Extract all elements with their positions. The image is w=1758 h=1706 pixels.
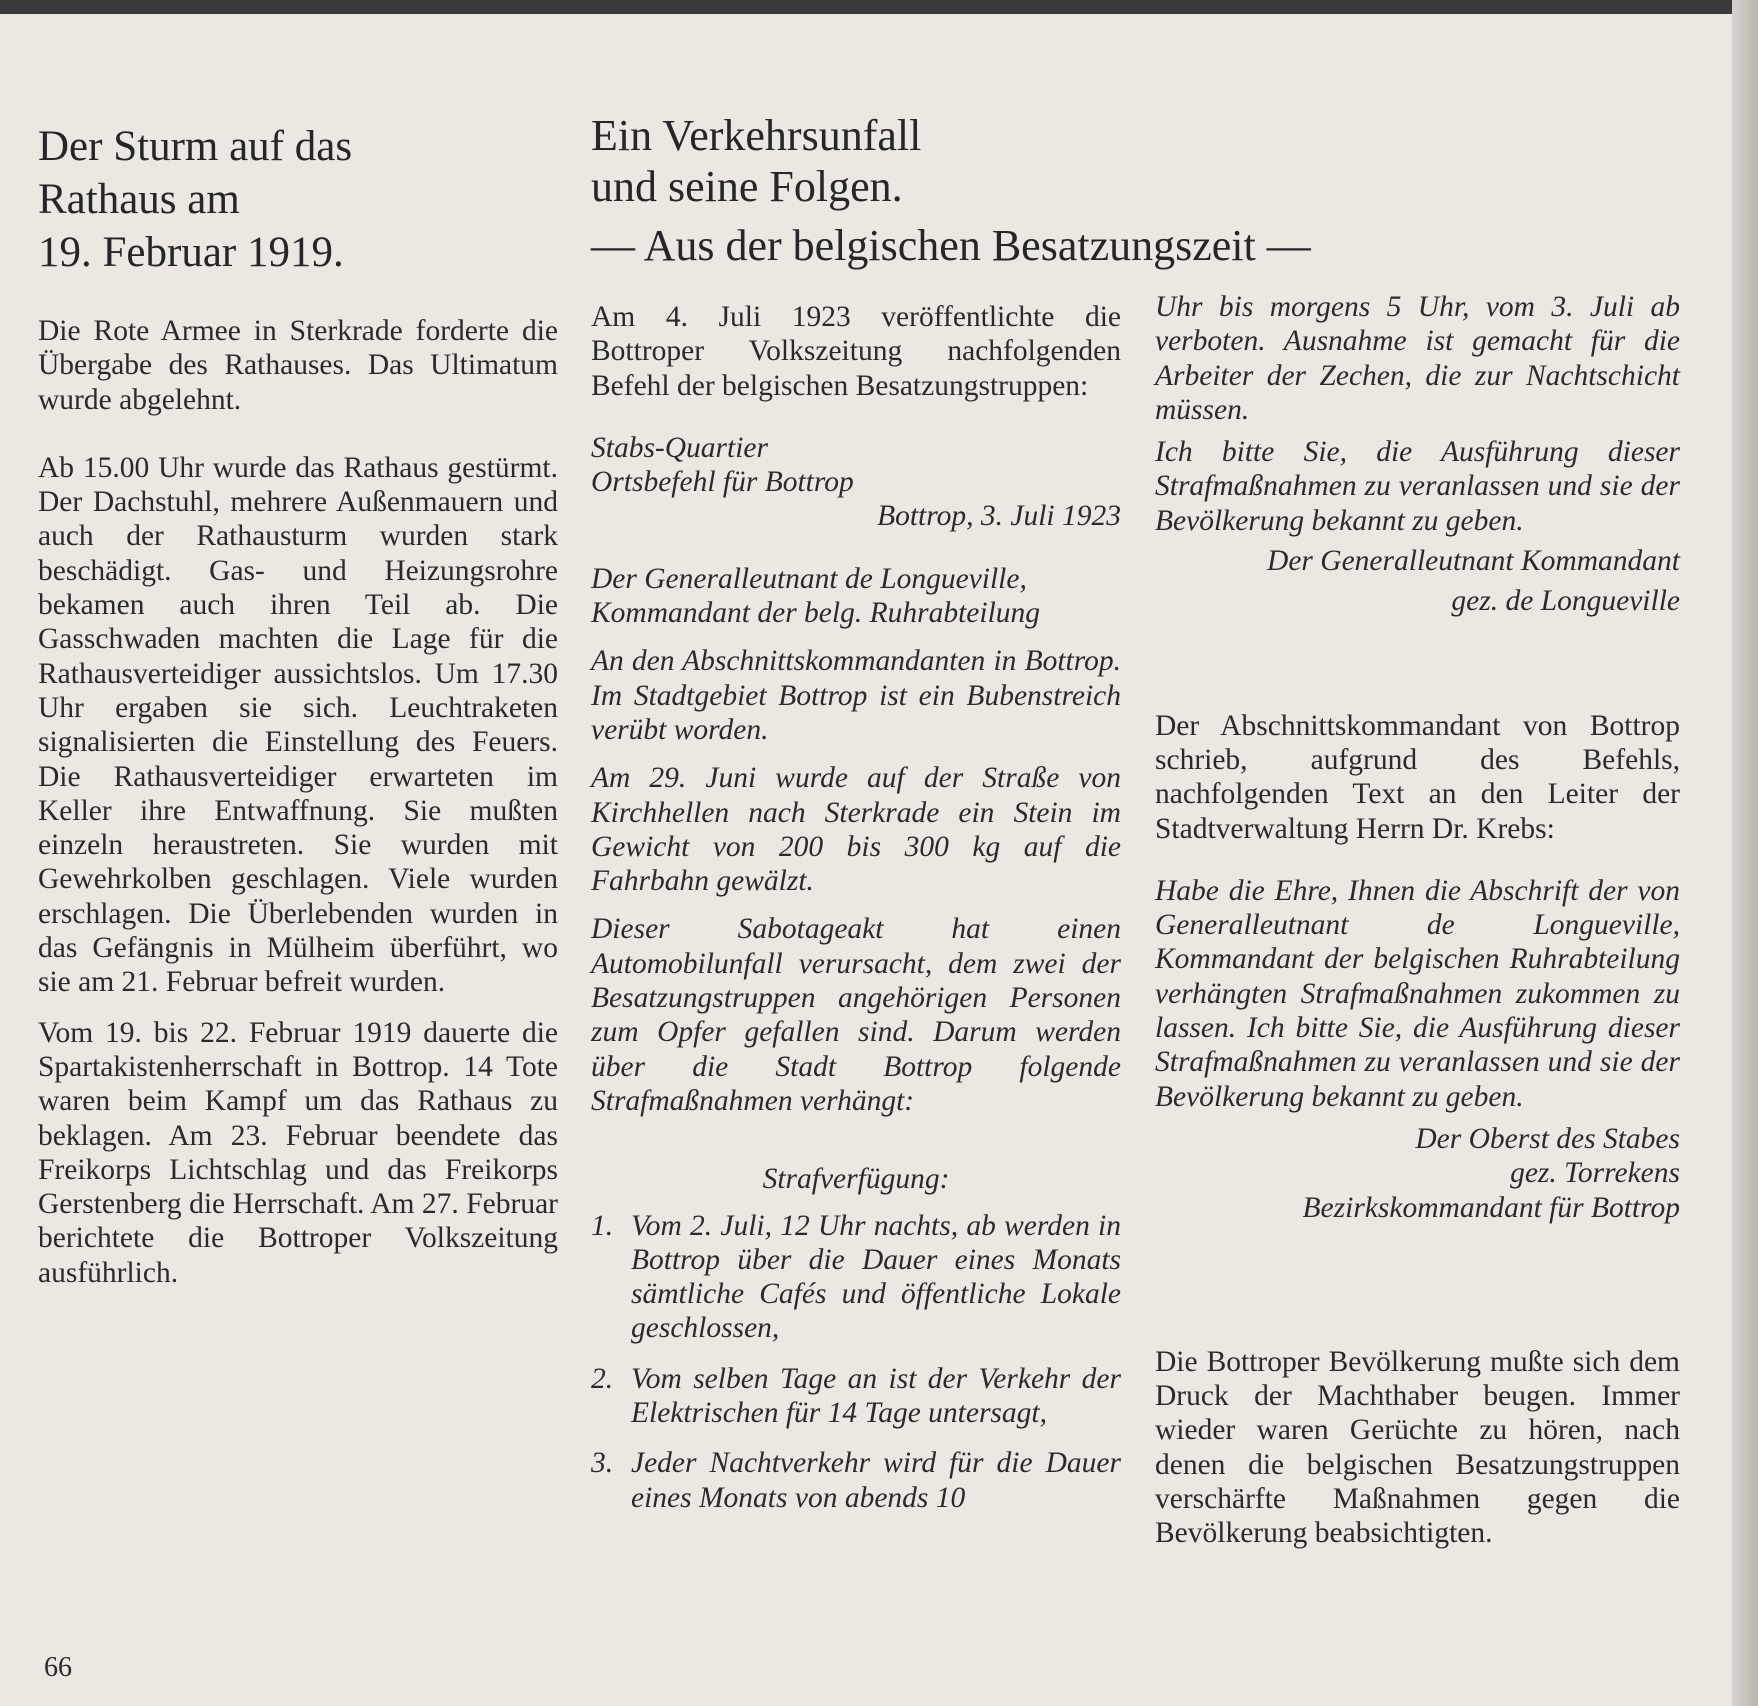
order-sender	[591, 562, 1121, 631]
penalty-item	[591, 1362, 1121, 1431]
penalty-list	[591, 1209, 1121, 1515]
order-sender-line: Kommandant der belg. Ruhrabteilung	[591, 597, 1041, 630]
article-storm-on-town-hall	[38, 120, 558, 1308]
order-header-line: Ortsbefehl für Bottrop	[591, 466, 854, 499]
article2-title	[591, 110, 1421, 271]
signature-line: Bezirkskommandant für Bottrop	[1302, 1191, 1680, 1224]
article2-column-right	[1155, 290, 1680, 1569]
order-paragraph: An den Abschnittskommandanten in Bottrop. Im Stadtgebiet Bottrop ist ein Bubenstreich verübt worden.	[591, 645, 1121, 746]
order-continuation: Uhr bis morgens 5 Uhr, vom 3. Juli ab verboten. Ausnahme ist gemacht für die Arbeiter der Zechen, die zur Nachtschicht müssen.	[1155, 291, 1680, 426]
article1-title-line: Der Sturm auf das	[38, 123, 353, 170]
article1-title-line: 19. Februar 1919.	[38, 229, 344, 276]
signature-line: gez. de Longueville	[1451, 585, 1680, 618]
article2-closing-paragraph: Die Bottroper Bevölkerung mußte sich dem Druck der Machthaber beugen. Immer wieder waren Gerüchte zu hören, nach denen die belgischen Besatzungstruppen verschärfte Maßnahmen gegen die Bevölkerung beabsichtigten.	[1155, 1345, 1680, 1550]
article1-title	[38, 120, 558, 279]
order-paragraph: Dieser Sabotageakt hat einen Automobilunfall verursacht, dem zwei der Besatzungstruppen angehörigen Personen zum Opfer gefallen sind. Darum werden über die Stadt Bottrop folgende Strafmaßnahmen verhängt:	[591, 913, 1121, 1117]
article1-title-line: Rathaus am	[38, 176, 240, 223]
penalty-item	[591, 1446, 1121, 1515]
penalty-item-number: 2.	[591, 1362, 614, 1395]
article2-intro: Am 4. Juli 1923 veröffentlichte die Bottroper Volkszeitung nachfolgenden Befehl der belgischen Besatzungstruppen:	[591, 301, 1121, 402]
penalty-item-number: 3.	[591, 1447, 614, 1480]
order-request: Ich bitte Sie, die Ausführung dieser Strafmaßnahmen zu veranlassen und sie der Bevölkerung bekannt zu geben.	[1155, 436, 1680, 537]
order-header-line: Stabs-Quartier	[591, 431, 768, 464]
penalty-item-number: 1.	[591, 1209, 614, 1242]
order-paragraph: Am 29. Juni wurde auf der Straße von Kirchhellen nach Sterkrade ein Stein im Gewicht von 200 bis 300 kg auf die Fahrbahn gewälzt.	[591, 762, 1121, 898]
article2-title-line: und seine Folgen.	[591, 162, 903, 211]
penalty-item-text: Vom 2. Juli, 12 Uhr nachts, ab werden in Bottrop über die Dauer eines Monats sämtliche Cafés und öffentliche Lokale geschlossen,	[631, 1209, 1121, 1345]
order-header-left	[591, 431, 1121, 500]
order-sender-line: Der Generalleutnant de Longueville,	[591, 562, 1027, 595]
article2-subtitle: — Aus der belgischen Besatzungszeit —	[591, 221, 1311, 270]
article2-title-line: Ein Verkehrsunfall	[591, 111, 922, 160]
article1-paragraph: Vom 19. bis 22. Februar 1919 dauerte die Spartakistenherrschaft in Bottrop. 14 Tote waren beim Kampf um das Rathaus zu beklagen. Am 23. Februar beendete das Freikorps Lichtschlag und das Freikorps Gerstenberg die Herrschaft. Am 27. Februar berichtete die Bottroper Volkszeitung ausführlich.	[38, 1016, 558, 1289]
letter-text: Habe die Ehre, Ihnen die Abschrift der von Generalleutnant de Longueville, Kommandant der belgischen Ruhrabteilung verhängten Strafmaßnahmen zukommen zu lassen. Ich bitte Sie, die Ausführung dieser Strafmaßnahmen zu veranlassen und sie der Bevölkerung bekannt zu geben.	[1155, 874, 1680, 1113]
signature-line: gez. Torrekens	[1510, 1157, 1680, 1190]
article2-column-middle	[591, 300, 1121, 1531]
page-number: 66	[44, 1652, 72, 1683]
article1-body	[38, 314, 558, 1290]
penalty-item	[591, 1209, 1121, 1346]
order-date: Bottrop, 3. Juli 1923	[877, 500, 1121, 533]
order-signature	[1155, 544, 1680, 619]
page-right-edge	[1732, 0, 1758, 1706]
penalty-heading: Strafverfügung:	[762, 1163, 950, 1196]
article2-paragraph: Der Abschnittskommandant von Bottrop schrieb, aufgrund des Befehls, nachfolgenden Text an den Leiter der Stadtverwaltung Herrn Dr. Krebs:	[1155, 709, 1680, 845]
page-top-edge	[0, 0, 1758, 14]
letter-signature	[1155, 1122, 1680, 1225]
signature-line: Der Oberst des Stabes	[1415, 1122, 1680, 1155]
article1-paragraph: Die Rote Armee in Sterkrade forderte die Übergabe des Rathauses. Das Ultimatum wurde abgelehnt.	[38, 315, 558, 416]
article-traffic-accident-header	[591, 110, 1421, 271]
article1-paragraph: Ab 15.00 Uhr wurde das Rathaus gestürmt. Der Dachstuhl, mehrere Außenmauern und auch der Rathausturm wurden stark beschädigt. Gas- und Heizungsrohre bekamen auch ihren Teil ab. Die Gasschwaden machten die Lage für die Rathausverteidiger aussichtslos. Um 17.30 Uhr ergaben sie sich. Leuchtraketen signalisierten die Einstellung des Feuers. Die Rathausverteidiger erwarteten im Keller ihre Entwaffnung. Sie mußten einzeln heraustreten. Sie wurden mit Gewehrkolben geschlagen. Viele wurden erschlagen. Die Überlebenden wurden in das Gefängnis in Mülheim überführt, wo sie am 21. Februar befreit wurden.	[38, 451, 558, 999]
penalty-item-text: Vom selben Tage an ist der Verkehr der Elektrischen für 14 Tage untersagt,	[631, 1362, 1121, 1430]
penalty-item-text: Jeder Nachtverkehr wird für die Dauer eines Monats von abends 10	[631, 1447, 1121, 1514]
signature-line: Der Generalleutnant Kommandant	[1267, 545, 1680, 578]
